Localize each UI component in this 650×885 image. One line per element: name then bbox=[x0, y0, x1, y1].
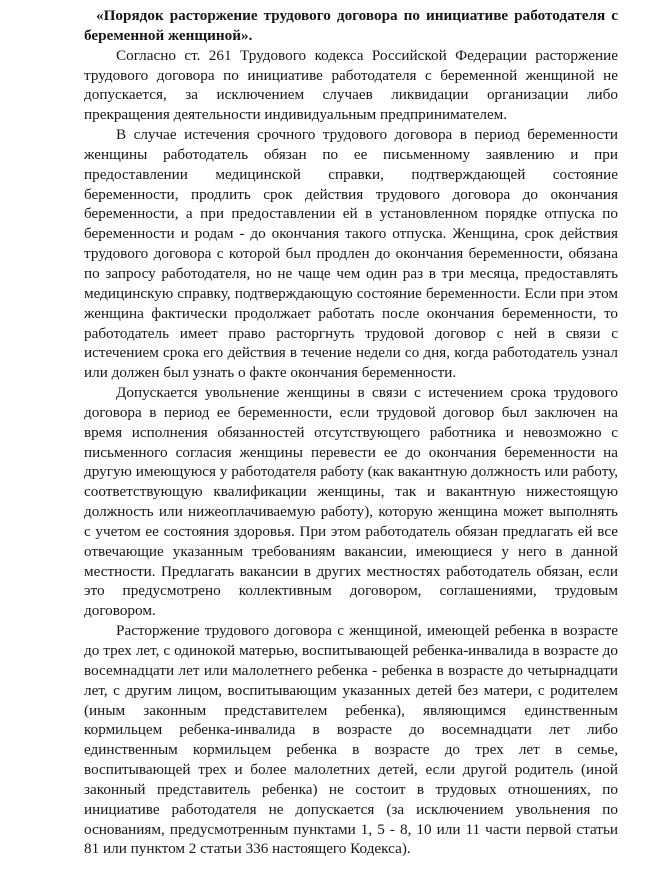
paragraph-dismissal-ban: Согласно ст. 261 Трудового кодекса Российской Федерации расторжение трудового договора по инициативе работодателя с беременной женщиной не допускается, за исключением случаев ликвидации организации либо прекращения деятельности индивидуальным предпринимателем. bbox=[84, 46, 618, 124]
document-body bbox=[84, 6, 618, 859]
paragraph-dismissal-allowed: Допускается увольнение женщины в связи с истечением срока трудового договора в период ее беременности, если трудовой договор был заключен на время исполнения обязанностей отсутствующего работника и невозможно с письменного согласия женщины перевести ее до окончания беременности на другую имеющуюся у работодателя работу (как вакантную должность или работу, соответствующую квалификации женщины, так и вакантную нижестоящую должность или нижеоплачиваемую работу), которую женщина может выполнять с учетом ее состояния здоровья. При этом работодатель обязан предлагать ей все отвечающие указанным требованиям вакансии, имеющиеся у него в данной местности. Предлагать вакансии в других местностях работодатель обязан, если это предусмотрено коллективным договором, соглашениями, трудовым договором. bbox=[84, 384, 618, 620]
paragraph-fixed-term-extension: В случае истечения срочного трудового договора в период беременности женщины работодатель обязан по ее письменному заявлению и при предоставлении медицинской справки, подтверждающей состояние беременности, продлить срок действия трудового договора до окончания беременности, а при предоставлении ей в установленном порядке отпуска по беременности и родам - до окончания такого отпуска. Женщина, срок действия трудового договора с которой был продлен до окончания беременности, обязана по запросу работодателя, но не чаще чем один раз в три месяца, предоставлять медицинскую справку, подтверждающую состояние беременности. Если при этом женщина фактически продолжает работать после окончания беременности, то работодатель имеет право расторгнуть трудовой договор с ней в связи с истечением срока его действия в течение недели со дня, когда работодатель узнал или должен был узнать о факте окончания беременности. bbox=[84, 126, 618, 382]
paragraph-parents-protection: Расторжение трудового договора с женщиной, имеющей ребенка в возрасте до трех лет, с одинокой матерью, воспитывающей ребенка-инвалида в возрасте до восемнадцати лет или малолетнего ребенка - ребенка в возрасте до четырнадцати лет, с другим лицом, воспитывающим указанных детей без матери, с родителем (иным законным представителем ребенка), являющимся единственным кормильцем ребенка-инвалида в возрасте до восемнадцати лет либо единственным кормильцем ребенка в возрасте до трех лет в семье, воспитывающей трех и более малолетних детей, если другой родитель (иной законный представитель ребенка) не состоит в трудовых отношениях, по инициативе работодателя не допускается (за исключением увольнения по основаниям, предусмотренным пунктами 1, 5 - 8, 10 или 11 части первой статьи 81 или пунктом 2 статьи 336 настоящего Кодекса). bbox=[84, 622, 618, 858]
document-title: «Порядок расторжение трудового договора по инициативе работодателя с беременной женщиной». bbox=[84, 7, 618, 44]
